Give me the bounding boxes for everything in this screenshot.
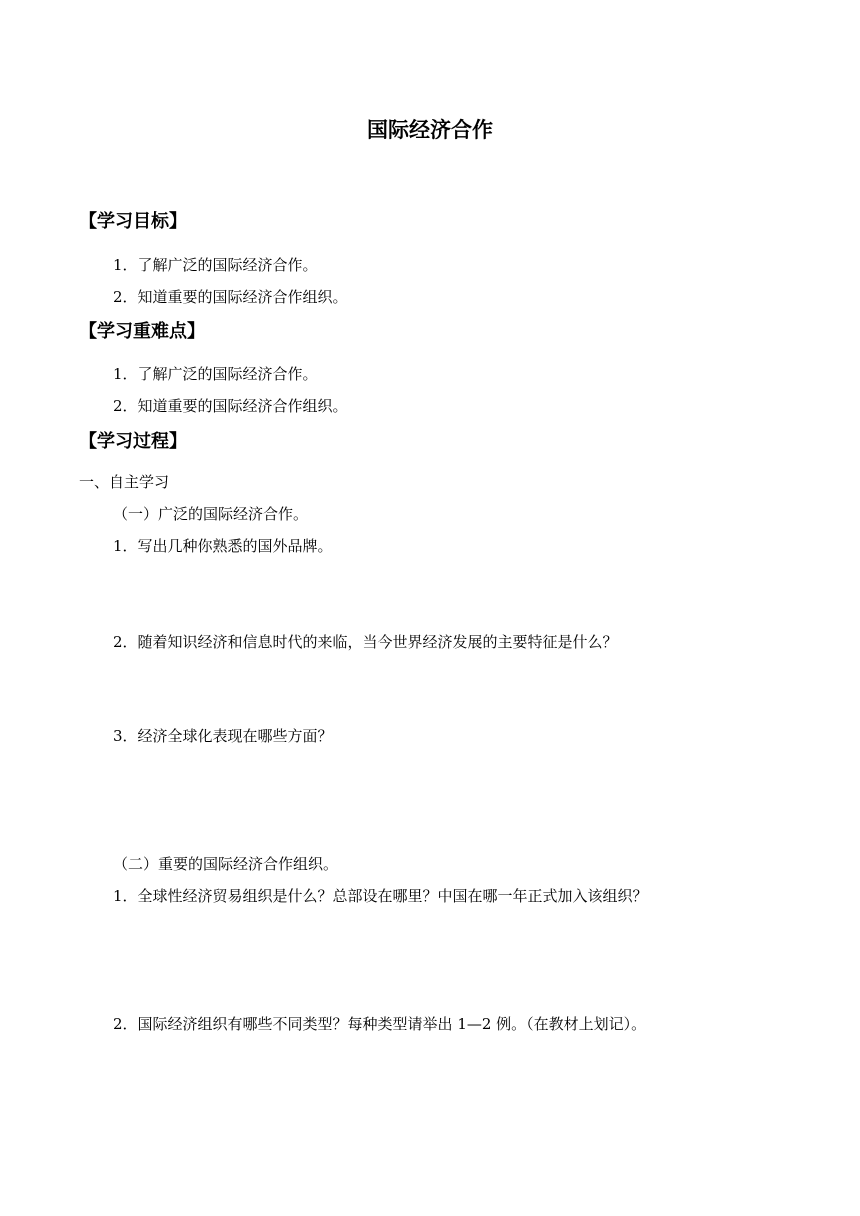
question-item: 2．国际经济组织有哪些不同类型？每种类型请举出 1—2 例。（在教材上划记）。 — [113, 1015, 647, 1033]
goal-item: 1．了解广泛的国际经济合作。 — [113, 256, 318, 274]
goal-item: 2．知道重要的国际经济合作组织。 — [113, 288, 348, 306]
section-heading-process: 【学习过程】 — [79, 431, 187, 452]
question-item: 1．写出几种你熟悉的国外品牌。 — [113, 537, 333, 555]
keypoint-item: 1．了解广泛的国际经济合作。 — [113, 365, 318, 383]
keypoint-item: 2．知道重要的国际经济合作组织。 — [113, 397, 348, 415]
document-title: 国际经济合作 — [367, 118, 493, 142]
section-heading-keypoints: 【学习重难点】 — [79, 321, 205, 342]
question-item: 2．随着知识经济和信息时代的来临，当今世界经济发展的主要特征是什么？ — [113, 633, 618, 651]
question-item: 3．经济全球化表现在哪些方面？ — [113, 727, 333, 745]
subsection-title: （二）重要的国际经济合作组织。 — [113, 855, 339, 873]
section-heading-goals: 【学习目标】 — [79, 211, 187, 232]
subsection-title: （一）广泛的国际经济合作。 — [113, 505, 309, 523]
part-heading: 一、自主学习 — [79, 473, 170, 491]
question-item: 1．全球性经济贸易组织是什么？总部设在哪里？中国在哪一年正式加入该组织？ — [113, 887, 648, 905]
